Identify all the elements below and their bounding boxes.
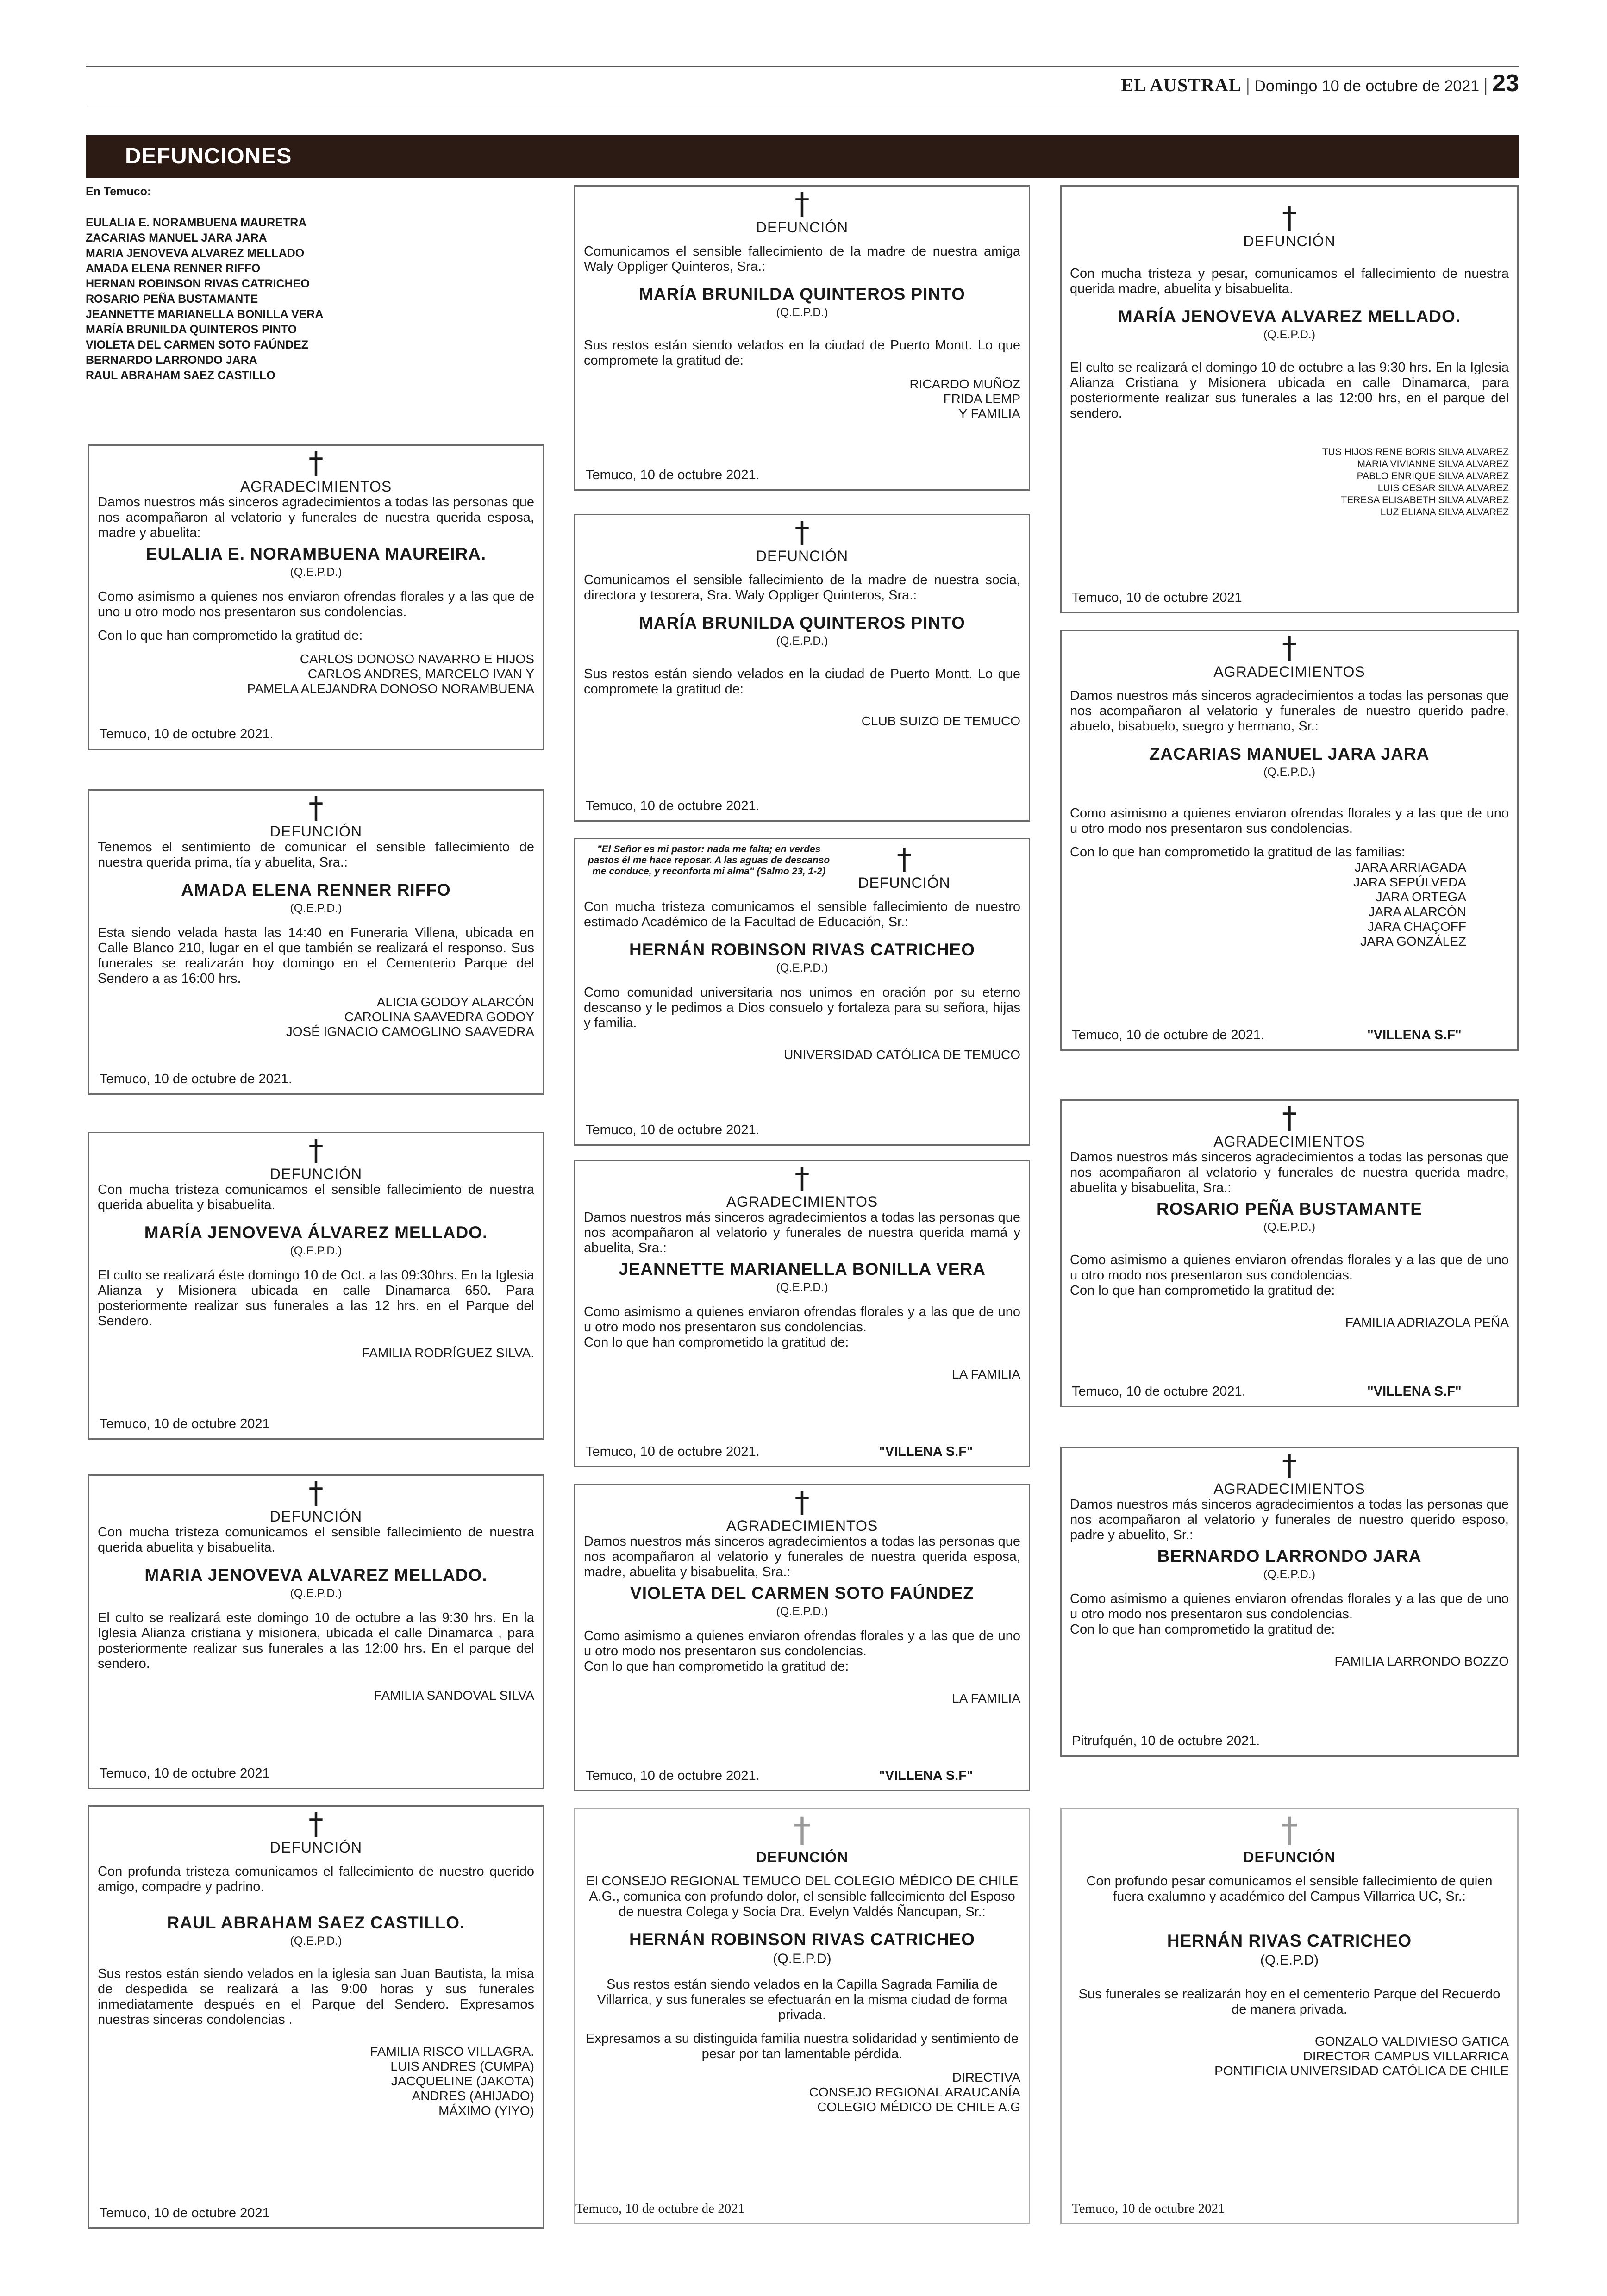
notice-title: DEFUNCIÓN <box>858 874 950 891</box>
newspaper-name: EL AUSTRAL <box>1121 75 1242 95</box>
notice-defuncion-quinteros-2 <box>574 514 1030 822</box>
notice-body: Como comunidad universitaria nos unimos en oración por su eterno descanso y le pedimos a Dios consuelo y fortaleza para su señora, hijas y familia. <box>584 985 1020 1030</box>
index-name: HERNAN ROBINSON RIVAS CATRICHEO <box>86 277 310 290</box>
signature-line: LA FAMILIA <box>952 1367 1020 1381</box>
index-name: EULALIA E. NORAMBUENA MAURETRA <box>86 216 307 229</box>
index-location: En Temuco: <box>86 185 151 198</box>
notice-defuncion-quinteros-1 <box>574 185 1030 491</box>
qepd-label: (Q.E.P.D.) <box>290 1244 342 1257</box>
notice-body: Sus restos están siendo velados en la ciudad de Puerto Montt. Lo que compromete la gratitud de: <box>584 338 1020 368</box>
section-header <box>86 135 1519 178</box>
notice-date: Temuco, 10 de octubre 2021. <box>586 1768 760 1783</box>
deceased-name: HERNÁN ROBINSON RIVAS CATRICHEO <box>629 1930 975 1949</box>
notice-defuncion-alvarez-2 <box>88 1474 544 1789</box>
notice-date: Temuco, 10 de octubre de 2021. <box>100 1072 292 1086</box>
signature-line: Y FAMILIA <box>958 406 1020 421</box>
signature-line: JARA ARRIAGADA <box>1354 860 1466 874</box>
signature-line: ANDRES (AHIJADO) <box>412 2089 534 2103</box>
deceased-name: ROSARIO PEÑA BUSTAMANTE <box>1157 1199 1422 1218</box>
notice-gratitude: Con lo que han comprometido la gratitud de: <box>1070 1622 1335 1637</box>
notice-body: Como asimismo a quienes enviaron ofrendas florales y a las que de uno u otro modo nos presentaron sus condolencias. <box>584 1628 1020 1659</box>
top-rule <box>86 66 1519 67</box>
notice-body: Esta siendo velada hasta las 14:40 en Funeraria Villena, ubicada en Calle Blanco 210, lugar en el que también se realizará el responso. Sus funerales se realizarán hoy domingo en el Cementerio Parque del Sendero a as 16:00 hrs. <box>98 925 534 986</box>
notice-gratitude: Con lo que han comprometido la gratitud de: <box>98 628 363 643</box>
notice-body: El culto se realizará este domingo 10 de octubre a las 9:30 hrs. En la Iglesia Alianza cristiana y misionera, ubicada el calle Dinamarca , para posteriormente realizar sus funerales a las 12:00 hrs. En el parque del sendero. <box>98 1610 534 1671</box>
qepd-label: (Q.E.P.D.) <box>1263 328 1316 341</box>
notice-date: Temuco, 10 de octubre de 2021 <box>575 2201 745 2216</box>
index-name: BERNARDO LARRONDO JARA <box>86 354 257 367</box>
notice-date: Temuco, 10 de octubre de 2021. <box>1072 1028 1264 1042</box>
cross-icon: † <box>794 1485 810 1520</box>
notice-title: DEFUNCIÓN <box>756 1849 849 1866</box>
notice-date: Temuco, 10 de octubre 2021. <box>586 799 760 813</box>
qepd-label: (Q.E.P.D.) <box>1263 766 1316 779</box>
notice-title: AGRADECIMIENTOS <box>726 1517 878 1534</box>
notice-date: Temuco, 10 de octubre 2021. <box>586 1123 760 1137</box>
notice-defuncion-alvarez-3 <box>1060 185 1519 613</box>
notice-agradecimientos-norambuena <box>88 444 544 750</box>
deceased-name: MARIA JENOVEVA ALVAREZ MELLADO. <box>144 1566 488 1585</box>
index-name: JEANNETTE MARIANELLA BONILLA VERA <box>86 308 324 321</box>
signature-line: CARLOS ANDRES, MARCELO IVAN Y <box>307 667 534 681</box>
cross-icon: † <box>794 516 810 550</box>
notice-condolence: Expresamos a su distinguida familia nuestra solidaridad y sentimiento de pesar por tan lamentable pérdida. <box>586 2031 1019 2061</box>
deceased-name: RAUL ABRAHAM SAEZ CASTILLO. <box>167 1913 465 1932</box>
notice-title: DEFUNCIÓN <box>756 548 849 564</box>
signature-line: PAMELA ALEJANDRA DONOSO NORAMBUENA <box>247 681 534 696</box>
notice-intro: Con mucha tristeza comunicamos el sensible fallecimiento de nuestra querida abuelita y bisabuelita. <box>98 1525 534 1555</box>
qepd-label: (Q.E.P.D.) <box>290 566 342 579</box>
notice-intro: Con profunda tristeza comunicamos el fallecimiento de nuestro querido amigo, compadre y padrino. <box>98 1864 534 1894</box>
notice-title: AGRADECIMIENTOS <box>1213 663 1365 680</box>
notice-title: DEFUNCIÓN <box>269 1839 363 1856</box>
notice-title: DEFUNCIÓN <box>269 1166 363 1182</box>
notice-body: Sus restos están siendo velados en la ciudad de Puerto Montt. Lo que compromete la gratitud de: <box>584 667 1020 697</box>
index-name: VIOLETA DEL CARMEN SOTO FAÚNDEZ <box>86 338 309 351</box>
notice-date: Temuco, 10 de octubre 2021 <box>100 1416 270 1431</box>
signature-line: JARA SEPÚLVEDA <box>1353 875 1466 889</box>
signature-line: FAMILIA RISCO VILLAGRA. <box>370 2044 534 2059</box>
cross-icon: † <box>794 187 810 221</box>
obituary-index <box>86 184 363 383</box>
notice-title: DEFUNCIÓN <box>1243 233 1336 250</box>
signature-line: UNIVERSIDAD CATÓLICA DE TEMUCO <box>784 1048 1020 1062</box>
notice-intro: Damos nuestros más sinceros agradecimientos a todas las personas que nos acompañaron al velatorio y funerales de nuestro querido padre, abuelo, bisabuelo, suegro y hermano, Sr.: <box>1070 688 1509 734</box>
deceased-name: ZACARIAS MANUEL JARA JARA <box>1149 744 1430 763</box>
signature-line: PABLO ENRIQUE SILVA ALVAREZ <box>1357 471 1509 481</box>
notice-body: Sus funerales se realizarán hoy en el cementerio Parque del Recuerdo de manera privada. <box>1078 1987 1501 2017</box>
notice-agradecimientos-bonilla <box>574 1160 1030 1467</box>
notice-agradecimientos-jara <box>1060 630 1519 1051</box>
notice-title: DEFUNCIÓN <box>1243 1849 1336 1866</box>
cross-icon: † <box>308 1807 324 1841</box>
psalm-verse: "El Señor es mi pastor: nada me falta; en verdes pastos él me hace reposar. A las aguas de descanso me conduce, y reconforta mi alma" (Salmo 23, 1-2) <box>588 844 830 877</box>
qepd-label: (Q.E.P.D.) <box>776 1605 828 1618</box>
notice-date: Temuco, 10 de octubre 2021. <box>100 727 274 742</box>
signature-line: JARA CHAÇOFF <box>1367 919 1466 934</box>
funeral-home: "VILLENA S.F" <box>1367 1384 1462 1399</box>
notice-title: AGRADECIMIENTOS <box>240 478 392 495</box>
qepd-label: (Q.E.P.D.) <box>290 1934 342 1947</box>
funeral-home: "VILLENA S.F" <box>1367 1028 1462 1042</box>
notice-intro: Con profundo pesar comunicamos el sensible fallecimiento de quien fuera exalumno y académico del Campus Villarrica UC, Sr.: <box>1086 1874 1493 1904</box>
signature-line: LUIS ANDRES (CUMPA) <box>390 2059 534 2073</box>
signature-line: MARIA VIVIANNE SILVA ALVAREZ <box>1357 459 1509 469</box>
notice-intro: Con mucha tristeza y pesar, comunicamos el fallecimiento de nuestra querida madre, abuelita y bisabuelita. <box>1070 266 1509 296</box>
signature-line: FRIDA LEMP <box>943 392 1020 406</box>
signature-line: DIRECTOR CAMPUS VILLARRICA <box>1303 2049 1509 2063</box>
index-name: MARÍA BRUNILDA QUINTEROS PINTO <box>86 323 297 336</box>
index-name: AMADA ELENA RENNER RIFFO <box>86 262 261 275</box>
notice-intro: Damos nuestros más sinceros agradecimientos a todas las personas que nos acompañaron al velatorio y funerales de nuestro querido esposo, padre y abuelito, Sr.: <box>1070 1497 1509 1542</box>
cross-icon: † <box>794 1810 811 1850</box>
signature-line: JOSÉ IGNACIO CAMOGLINO SAAVEDRA <box>286 1024 534 1039</box>
index-name: MARIA JENOVEVA ALVAREZ MELLADO <box>86 247 305 260</box>
signature-line: LUIS CESAR SILVA ALVAREZ <box>1377 483 1509 493</box>
notice-date: Temuco, 10 de octubre 2021. <box>586 468 760 482</box>
notice-title: DEFUNCIÓN <box>269 1508 363 1525</box>
notice-title: AGRADECIMIENTOS <box>1213 1480 1365 1497</box>
deceased-name: MARÍA JENOVEVA ALVAREZ MELLADO. <box>1118 307 1461 326</box>
cross-icon: † <box>1282 201 1297 235</box>
qepd-label: (Q.E.P.D.) <box>776 1281 828 1294</box>
qepd-label: (Q.E.P.D.) <box>776 635 828 648</box>
cross-icon: † <box>308 791 324 825</box>
notice-intro: Damos nuestros más sinceros agradecimientos a todas las personas que nos acompañaron al velatorio y funerales de nuestra querida mamá y abuelita, Sra.: <box>584 1210 1020 1255</box>
index-name: ZACARIAS MANUEL JARA JARA <box>86 231 267 244</box>
deceased-name: MARÍA JENOVEVA ÁLVAREZ MELLADO. <box>144 1223 488 1242</box>
notice-body: Como asimismo a quienes enviaron ofrendas florales y a las que de uno u otro modo nos presentaron sus condolencias. <box>1070 806 1509 836</box>
notice-title: DEFUNCIÓN <box>269 823 363 840</box>
signature-line: TERESA ELISABETH SILVA ALVAREZ <box>1341 495 1509 505</box>
notice-body: Como asimismo a quienes enviaron ofrendas florales y a las que de uno u otro modo nos presentaron sus condolencias. <box>584 1304 1020 1335</box>
notice-date: Pitrufquén, 10 de octubre 2021. <box>1072 1734 1260 1748</box>
notice-body: Como asimismo a quienes enviaron ofrendas florales y a las que de uno u otro modo nos presentaron sus condolencias. <box>1070 1253 1509 1283</box>
notice-title: DEFUNCIÓN <box>756 219 849 236</box>
notice-date: Temuco, 10 de octubre 2021 <box>100 2206 270 2221</box>
signature-line: MÁXIMO (YIYO) <box>438 2103 534 2118</box>
signature-line: PONTIFICIA UNIVERSIDAD CATÓLICA DE CHILE <box>1214 2064 1509 2078</box>
funeral-home: "VILLENA S.F" <box>879 1768 973 1783</box>
index-name: ROSARIO PEÑA BUSTAMANTE <box>86 293 258 306</box>
signature-line: JARA GONZÁLEZ <box>1360 934 1466 948</box>
deceased-name: HERNÁN ROBINSON RIVAS CATRICHEO <box>629 940 975 959</box>
notice-gratitude: Con lo que han comprometido la gratitud de: <box>1070 1283 1335 1298</box>
notice-date: Temuco, 10 de octubre 2021 <box>1072 590 1242 605</box>
cross-icon: † <box>1282 631 1297 666</box>
cross-icon: † <box>308 1134 324 1168</box>
page-number: 23 <box>1492 70 1519 97</box>
qepd-label: (Q.E.P.D) <box>1260 1953 1319 1968</box>
notice-date: Temuco, 10 de octubre 2021. <box>586 1444 760 1459</box>
notice-body: Sus restos están siendo velados en la iglesia san Juan Bautista, la misa de despedida se realizará a las 9:00 horas y sus funerales inmediatamente después en el Parque del Sendero. Expresamos nuestras sinceras condolencias . <box>98 1966 534 2027</box>
cross-icon: † <box>1282 1101 1297 1136</box>
index-name: RAUL ABRAHAM SAEZ CASTILLO <box>86 369 275 382</box>
notice-intro: Comunicamos el sensible fallecimiento de la madre de nuestra socia, directora y tesorera, Sra. Waly Oppliger Quinteros, Sra.: <box>584 573 1020 603</box>
notice-body: El culto se realizará el domingo 10 de octubre a las 9:30 hrs. En la Iglesia Alianza Cristiana y Misionera ubicada en calle Dinamarca, para posteriormente realizar sus funerales a las 12:00 hrs, en el parque del sendero. <box>1070 360 1509 421</box>
notice-gratitude: Con lo que han comprometido la gratitud de: <box>584 1335 849 1350</box>
deceased-name: JEANNETTE MARIANELLA BONILLA VERA <box>619 1260 986 1279</box>
qepd-label: (Q.E.P.D.) <box>1263 1568 1316 1581</box>
signature-line: LA FAMILIA <box>952 1691 1020 1705</box>
notice-defuncion-rivas-villarrica <box>1060 1808 1519 2224</box>
deceased-name: MARÍA BRUNILDA QUINTEROS PINTO <box>639 613 965 632</box>
notice-gratitude: Con lo que han comprometido la gratitud de: <box>584 1659 849 1674</box>
cross-icon: † <box>308 446 324 480</box>
qepd-label: (Q.E.P.D.) <box>290 1587 342 1600</box>
issue-date: Domingo 10 de octubre de 2021 <box>1254 77 1480 95</box>
notice-defuncion-saez <box>88 1805 544 2229</box>
cross-icon: † <box>1281 1810 1298 1850</box>
notice-intro: Damos nuestros más sinceros agradecimientos a todas las personas que nos acompañaron al velatorio y funerales de nuestra querida esposa, madre, abuelita y bisabuelita, Sra.: <box>584 1534 1020 1579</box>
notice-defuncion-renner <box>88 789 544 1095</box>
notice-defuncion-rivas-uct <box>574 838 1030 1146</box>
notice-date: Temuco, 10 de octubre 2021 <box>1072 2201 1225 2216</box>
signature-line: GONZALO VALDIVIESO GATICA <box>1314 2034 1509 2048</box>
signature-line: TUS HIJOS RENE BORIS SILVA ALVAREZ <box>1322 447 1509 457</box>
notice-intro: El CONSEJO REGIONAL TEMUCO DEL COLEGIO MÉDICO DE CHILE A.G., comunica con profundo dolor, el sensible fallecimiento del Esposo de nuestra Colega y Socia Dra. Evelyn Valdés Ñancupan, Sr.: <box>586 1874 1019 1919</box>
deceased-name: HERNÁN RIVAS CATRICHEO <box>1167 1931 1412 1950</box>
signature-line: CARLOS DONOSO NAVARRO E HIJOS <box>300 652 534 666</box>
funeral-home: "VILLENA S.F" <box>879 1444 973 1459</box>
notice-intro: Tenemos el sentimiento de comunicar el sensible fallecimiento de nuestra querida prima, tía y abuelita, Sra.: <box>98 840 534 870</box>
signature-line: CONSEJO REGIONAL ARAUCANÍA <box>809 2085 1020 2099</box>
notice-intro: Damos nuestros más sinceros agradecimientos a todas las personas que nos acompañaron al velatorio y funerales de nuestra querida esposa, madre y abuelita: <box>98 495 534 540</box>
notice-title: AGRADECIMIENTOS <box>1213 1133 1365 1150</box>
notice-gratitude: Con lo que han comprometido la gratitud de las familias: <box>1070 845 1405 860</box>
deceased-name: BERNARDO LARRONDO JARA <box>1157 1547 1422 1566</box>
section-title: DEFUNCIONES <box>125 144 292 168</box>
signature-line: FAMILIA SANDOVAL SILVA <box>374 1688 534 1703</box>
qepd-label: (Q.E.P.D.) <box>776 306 828 319</box>
deceased-name: EULALIA E. NORAMBUENA MAUREIRA. <box>145 544 487 563</box>
signature-line: JARA ORTEGA <box>1376 890 1466 904</box>
cross-icon: † <box>794 1161 810 1196</box>
signature-line: RICARDO MUÑOZ <box>909 377 1020 391</box>
signature-line: FAMILIA RODRÍGUEZ SILVA. <box>362 1346 534 1360</box>
notice-body: El culto se realizará éste domingo 10 de Oct. a las 09:30hrs. En la Iglesia Alianza y Misionera ubicada en calle Dinamarca 650. Para posteriormente realizar sus funerales a las 12 hrs. en el Parque del Sendero. <box>98 1268 534 1329</box>
notice-body: Como asimismo a quienes enviaron ofrendas florales y a las que de uno u otro modo nos presentaron sus condolencias. <box>1070 1591 1509 1622</box>
notice-body: Como asimismo a quienes nos enviaron ofrendas florales y a las que de uno u otro modo nos presentaron sus condolencias. <box>98 589 534 619</box>
signature-line: FAMILIA LARRONDO BOZZO <box>1334 1654 1509 1668</box>
signature-line: ALICIA GODOY ALARCÓN <box>376 995 534 1009</box>
deceased-name: VIOLETA DEL CARMEN SOTO FAÚNDEZ <box>630 1584 974 1603</box>
notice-agradecimientos-pena <box>1060 1099 1519 1407</box>
notice-defuncion-rivas-colmed <box>574 1808 1030 2224</box>
notice-title: AGRADECIMIENTOS <box>726 1193 878 1210</box>
signature-line: CLUB SUIZO DE TEMUCO <box>861 714 1020 728</box>
cross-icon: † <box>1282 1448 1297 1483</box>
notice-body: Sus restos están siendo velados en la Capilla Sagrada Familia de Villarrica, y sus funerales se efectuarán en la misma ciudad de forma privada. <box>597 1977 1007 2022</box>
notice-intro: Comunicamos el sensible fallecimiento de la madre de nuestra amiga Waly Oppliger Quinteros, Sra.: <box>584 244 1020 274</box>
qepd-label: (Q.E.P.D.) <box>290 902 342 915</box>
notice-agradecimientos-larrondo <box>1060 1447 1519 1757</box>
signature-line: DIRECTIVA <box>952 2070 1020 2084</box>
cross-icon: † <box>897 842 912 877</box>
deceased-name: AMADA ELENA RENNER RIFFO <box>181 880 451 899</box>
signature-line: CAROLINA SAAVEDRA GODOY <box>344 1010 534 1024</box>
masthead: EL AUSTRAL | Domingo 10 de octubre de 2021 | 23 <box>1121 70 1519 97</box>
signature-line: COLEGIO MÉDICO DE CHILE A.G <box>817 2100 1020 2114</box>
notice-intro: Con mucha tristeza comunicamos el sensible fallecimiento de nuestro estimado Académico de la Facultad de Educación, Sr.: <box>584 899 1020 930</box>
notice-date: Temuco, 10 de octubre 2021. <box>1072 1384 1246 1399</box>
notice-defuncion-alvarez-1 <box>88 1132 544 1440</box>
qepd-label: (Q.E.P.D.) <box>776 961 828 974</box>
qepd-label: (Q.E.P.D) <box>773 1951 832 1966</box>
notice-intro: Damos nuestros más sinceros agradecimientos a todas las personas que nos acompañaron al velatorio y funerales de nuestra querida madre, abuelita y bisabuelita, Sra.: <box>1070 1150 1509 1195</box>
deceased-name: MARÍA BRUNILDA QUINTEROS PINTO <box>639 285 965 304</box>
signature-line: JACQUELINE (JAKOTA) <box>391 2074 534 2088</box>
signature-line: LUZ ELIANA SILVA ALVAREZ <box>1380 507 1509 518</box>
signature-line: FAMILIA ADRIAZOLA PEÑA <box>1345 1315 1509 1329</box>
notice-date: Temuco, 10 de octubre 2021 <box>100 1766 270 1781</box>
notice-agradecimientos-soto <box>574 1484 1030 1791</box>
cross-block <box>844 842 964 891</box>
signature-line: JARA ALARCÓN <box>1368 905 1466 919</box>
cross-icon: † <box>308 1476 324 1510</box>
qepd-label: (Q.E.P.D.) <box>1263 1221 1316 1234</box>
notice-intro: Con mucha tristeza comunicamos el sensible fallecimiento de nuestra querida abuelita y bisabuelita. <box>98 1182 534 1212</box>
